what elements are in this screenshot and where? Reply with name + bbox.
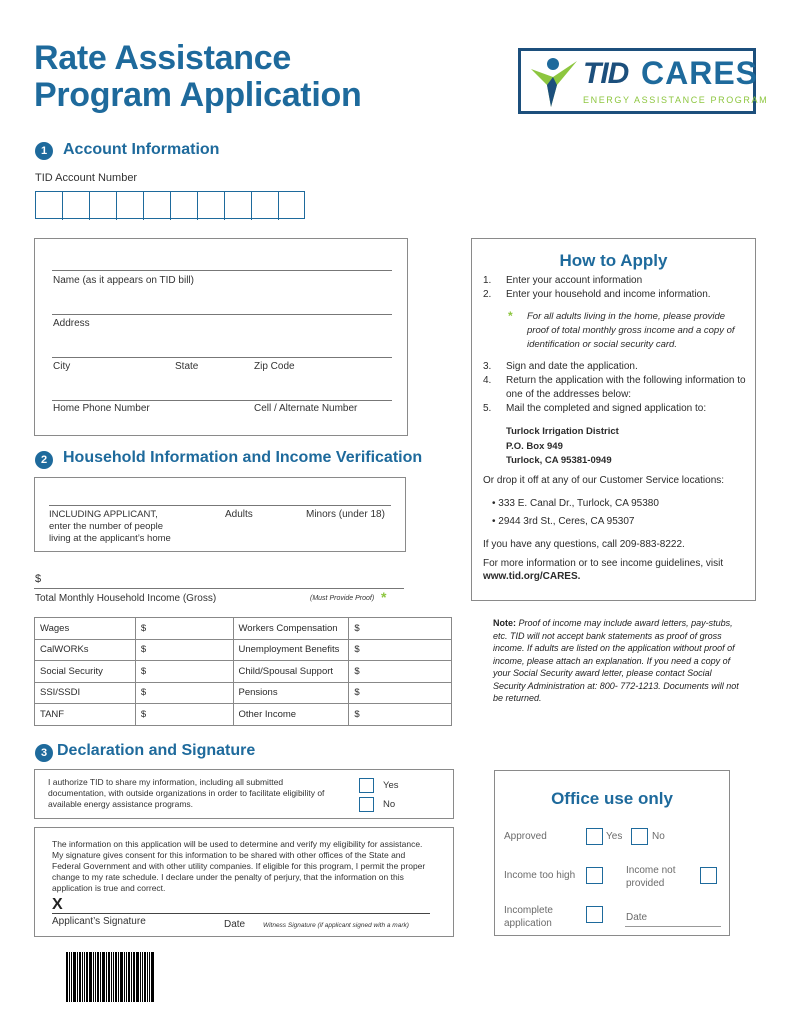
location-2: • 2944 3rd St., Ceres, CA 95307 [492, 516, 635, 527]
income-source-label: Workers Compensation [233, 618, 349, 640]
adults-label: Adults [225, 509, 253, 520]
section-2-title: Household Information and Income Verification [63, 449, 423, 466]
star-note-text: For all adults living in the home, please provide proof of total monthly gross income and a copy of identification or social security card. [527, 311, 735, 350]
barcode-bar [86, 952, 88, 1002]
address-label: Address [53, 318, 90, 329]
steps-list-b [483, 360, 747, 416]
income-source-label: CalWORKs [35, 639, 136, 661]
enter-number-text: enter the number of people [49, 521, 164, 532]
title-line-2: Program Application [34, 76, 362, 114]
authorize-no-checkbox[interactable] [359, 797, 374, 812]
step-item [483, 402, 747, 416]
approved-yes-checkbox[interactable] [586, 828, 603, 845]
barcode-bar [128, 952, 130, 1002]
note-star-icon: * [508, 309, 513, 323]
phone-field[interactable] [52, 400, 392, 401]
office-date-label: Date [626, 912, 648, 923]
signature-line[interactable] [52, 913, 430, 914]
step-number: 1. [483, 275, 492, 286]
barcode-bar [66, 952, 68, 1002]
incomplete-application-checkbox[interactable] [586, 906, 603, 923]
step-item [483, 274, 747, 288]
barcode-bar [124, 952, 125, 1002]
barcode-bar [111, 952, 112, 1002]
income-row [35, 682, 452, 704]
city-label: City [53, 361, 71, 372]
barcode-bar [147, 952, 148, 1002]
step-text: Enter your household and income information. [506, 289, 711, 300]
approved-yes-label: Yes [606, 831, 623, 842]
questions-text: If you have any questions, call 209-883-8222. [483, 539, 685, 550]
section-2-number: 2 [35, 451, 53, 469]
income-source-label: Child/Spousal Support [233, 661, 349, 683]
account-number-input[interactable] [35, 191, 305, 219]
income-row [35, 661, 452, 683]
date-label: Date [224, 919, 246, 930]
barcode-bar [120, 952, 123, 1002]
barcode-bar [106, 952, 107, 1002]
barcode-bar [79, 952, 81, 1002]
mailing-address [506, 425, 619, 469]
barcode-bar [93, 952, 94, 1002]
office-use-title: Office use only [551, 789, 673, 808]
proof-star-icon: * [381, 589, 387, 605]
step-item [483, 374, 747, 402]
income-amount-field[interactable]: $ [135, 661, 233, 683]
approved-no-checkbox[interactable] [631, 828, 648, 845]
income-amount-field[interactable]: $ [135, 639, 233, 661]
barcode-bar [144, 952, 146, 1002]
name-label: Name (as it appears on TID bill) [53, 275, 194, 286]
incomplete-application-label: Incomplete application [504, 905, 553, 929]
income-amount-field[interactable]: $ [349, 618, 452, 640]
step-number: 5. [483, 403, 492, 414]
income-source-label: Social Security [35, 661, 136, 683]
income-amount-field[interactable]: $ [349, 639, 452, 661]
household-count-field[interactable] [49, 505, 391, 506]
section-3-number: 3 [35, 744, 53, 762]
tid-cares-logo [518, 48, 769, 114]
must-provide-proof: (Must Provide Proof) [310, 595, 375, 602]
barcode-bar [69, 952, 70, 1002]
income-not-provided-label: Income not provided [626, 865, 676, 889]
barcode-bar [108, 952, 110, 1002]
minors-label: Minors (under 18) [306, 509, 385, 520]
barcode-bar [118, 952, 119, 1002]
barcode-bar [115, 952, 117, 1002]
step-number: 3. [483, 361, 492, 372]
home-phone-label: Home Phone Number [53, 403, 150, 414]
income-amount-field[interactable]: $ [135, 618, 233, 640]
including-applicant-text: INCLUDING APPLICANT, [49, 509, 158, 520]
barcode-bar [136, 952, 139, 1002]
barcode-bar [84, 952, 85, 1002]
office-date-field[interactable] [625, 926, 721, 927]
barcode-bar [97, 952, 99, 1002]
logo-cares: CARES [641, 55, 759, 91]
income-source-label: Pensions [233, 682, 349, 704]
income-amount-field[interactable]: $ [349, 704, 452, 726]
income-source-label: Other Income [233, 704, 349, 726]
witness-signature-label: Witness Signature (if applicant signed with a mark) [263, 922, 409, 929]
applicant-signature-label: Applicant’s Signature [52, 916, 146, 927]
step-text: Return the application with the following information to one of the addresses below: [506, 375, 746, 400]
income-row [35, 639, 452, 661]
state-label: State [175, 361, 199, 372]
mail-name: Turlock Irrigation District [506, 426, 619, 437]
barcode-bar [102, 952, 105, 1002]
barcode-bar [113, 952, 114, 1002]
barcode-bar [100, 952, 101, 1002]
section-3-title: Declaration and Signature [57, 742, 256, 759]
cares-url-link[interactable]: www.tid.org/CARES. [483, 571, 581, 582]
approved-label: Approved [504, 831, 547, 842]
income-too-high-checkbox[interactable] [586, 867, 603, 884]
barcode-bar [77, 952, 78, 1002]
name-field[interactable] [52, 270, 392, 271]
barcode-bar [133, 952, 135, 1002]
step-item [483, 288, 747, 302]
income-source-label: Wages [35, 618, 136, 640]
authorize-yes-label: Yes [383, 780, 399, 791]
declaration-text: The information on this application will be used to determine and verify my eligibility for assistance. My signature gives consent for this information to be shared with other offices of the State and Federal Government and with other utility companies. If eligible for this program, I permit the proper change to my rate schedule. I declare under the penalty of perjury, that the information on this application is true and correct. [52, 839, 426, 893]
city-state-zip-field[interactable] [52, 357, 392, 358]
signature-box [34, 827, 454, 937]
income-amount-field[interactable]: $ [135, 682, 233, 704]
authorize-box [34, 769, 454, 819]
zip-label: Zip Code [254, 361, 295, 372]
office-use-box [494, 770, 730, 936]
total-dollar-sign: $ [35, 573, 42, 585]
logo-subtitle: ENERGY ASSISTANCE PROGRAM [583, 95, 769, 105]
how-to-apply-title: How to Apply [559, 251, 668, 270]
income-table [34, 617, 452, 726]
income-source-label: Unemployment Benefits [233, 639, 349, 661]
approved-no-label: No [652, 831, 665, 842]
signature-x-mark: X [52, 896, 63, 913]
step-number: 2. [483, 289, 492, 300]
note-label: Note: [493, 618, 516, 628]
barcode-bar [126, 952, 127, 1002]
section-1-number: 1 [35, 142, 53, 160]
barcode [66, 952, 160, 1002]
step-number: 4. [483, 375, 492, 386]
income-source-label: SSI/SSDI [35, 682, 136, 704]
barcode-bar [73, 952, 76, 1002]
barcode-bar [95, 952, 96, 1002]
barcode-bar [131, 952, 132, 1002]
location-1: • 333 E. Canal Dr., Turlock, CA 95380 [492, 498, 659, 509]
address-field[interactable] [52, 314, 392, 315]
title-line-1: Rate Assistance [34, 39, 291, 77]
mail-box: P.O. Box 949 [506, 440, 563, 452]
account-number-label: TID Account Number [35, 172, 138, 184]
total-income-label: Total Monthly Household Income (Gross) [35, 593, 217, 604]
barcode-bar [71, 952, 72, 1002]
income-amount-field[interactable]: $ [135, 704, 233, 726]
step-text: Sign and date the application. [506, 361, 638, 372]
step-item [483, 360, 747, 374]
income-row [35, 704, 452, 726]
person-figure-icon [527, 55, 581, 109]
step-text: Enter your account information [506, 275, 643, 286]
logo-tid: TID [583, 57, 629, 90]
household-box [34, 477, 406, 552]
barcode-bar [82, 952, 83, 1002]
income-too-high-label: Income too high [504, 870, 576, 881]
barcode-bar [142, 952, 143, 1002]
step-text: Mail the completed and signed application to: [506, 403, 707, 414]
barcode-bar [149, 952, 150, 1002]
barcode-bar [89, 952, 92, 1002]
account-details-box [34, 238, 408, 436]
section-1-title: Account Information [63, 141, 220, 158]
income-row [35, 618, 452, 640]
income-not-provided-checkbox[interactable] [700, 867, 717, 884]
income-amount-field[interactable]: $ [349, 682, 452, 704]
authorize-yes-checkbox[interactable] [359, 778, 374, 793]
page-title [34, 40, 361, 114]
proof-note [493, 617, 745, 705]
barcode-bar [140, 952, 141, 1002]
mail-city: Turlock, CA 95381-0949 [506, 455, 612, 466]
cell-label: Cell / Alternate Number [254, 403, 358, 414]
income-source-label: TANF [35, 704, 136, 726]
income-amount-field[interactable]: $ [349, 661, 452, 683]
living-text: living at the applicant’s home [49, 533, 171, 544]
note-text: Proof of income may include award letters, pay-stubs, etc. TID will not accept bank statements as proof of gross income. If adults are listed on the application without proof of income, please attach an explanation. If you need a copy of your Social Security award letter, please contact Social Security Administration at: 800- 772-1213. Documents will not be returned. [493, 618, 739, 703]
drop-off-text: Or drop it off at any of our Customer Service locations: [483, 475, 725, 486]
authorize-text: I authorize TID to share my information, including all submitted documentation, with outside organizations in order to facilitate eligibility of available energy assistance programs. [48, 777, 325, 809]
steps-list-a [483, 274, 747, 302]
how-to-apply-box [471, 238, 756, 601]
barcode-bar [151, 952, 154, 1002]
more-info-text: For more information or to see income guidelines, visit [483, 558, 724, 569]
total-income-field[interactable] [34, 588, 404, 589]
authorize-no-label: No [383, 799, 396, 810]
